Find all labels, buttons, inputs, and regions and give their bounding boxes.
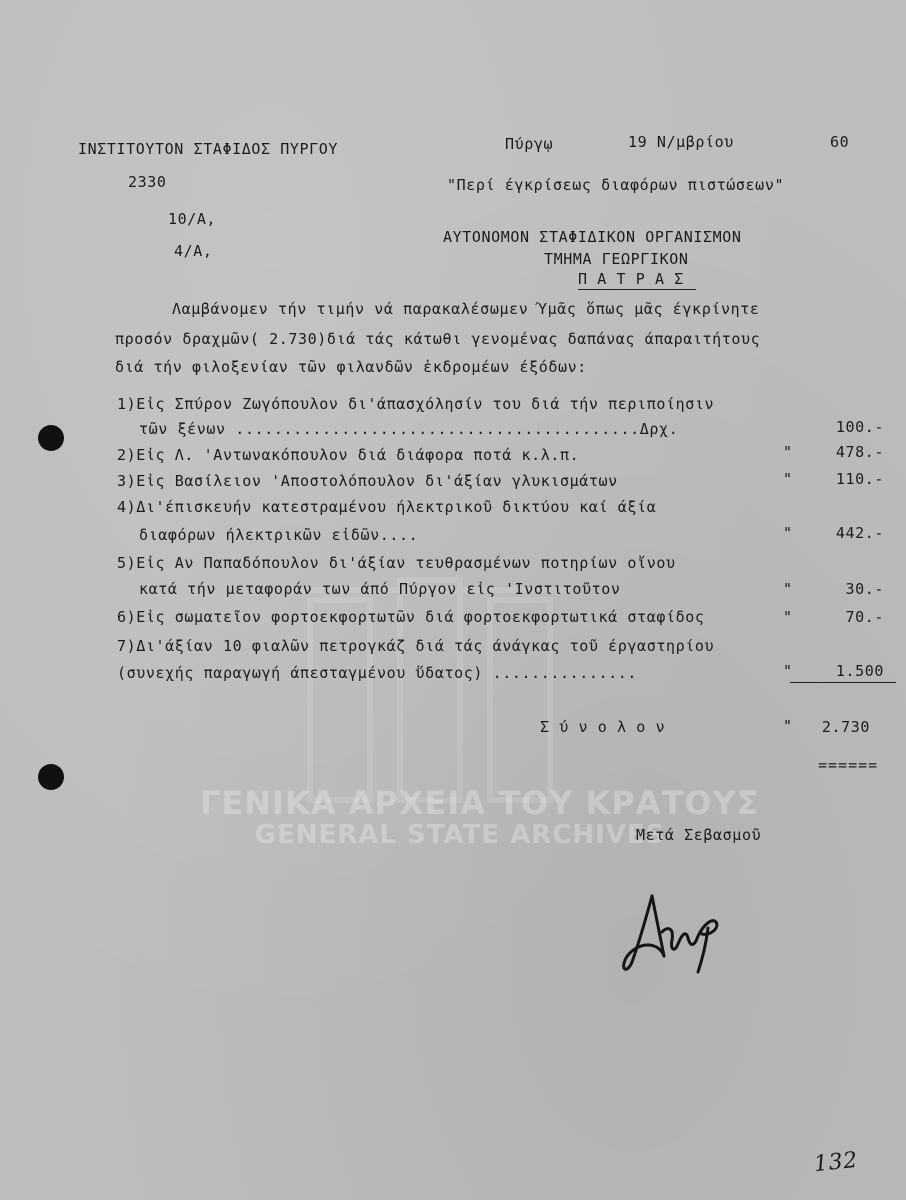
item-3-ditto: ": [783, 470, 793, 488]
punch-hole-top: [38, 425, 64, 451]
item-4-amount: 442.-: [835, 524, 884, 542]
recipient-city-underline: [578, 289, 696, 290]
item-2-amount: 478.-: [835, 443, 884, 461]
reference-1: 10/A,: [168, 210, 217, 228]
recipient-department: ΤΜΗΜΑ ΓΕΩΡΓΙΚΟΝ: [544, 250, 689, 268]
item-6-ditto: ": [783, 608, 793, 626]
intro-line-2: προσόν δραχμῶν( 2.730)διά τάς κάτωθι γενομένας δαπάνας άπαραιτήτους: [115, 330, 761, 348]
recipient-organization: ΑΥΤΟΝΟΜΟΝ ΣΤΑΦΙΔΙΚΟΝ ΟΡΓΑΝΙΣΜΟΝ: [443, 228, 742, 246]
archive-seal-watermark: [250, 560, 610, 820]
item-7-amount: 1.500: [835, 662, 884, 680]
year: 60: [830, 133, 850, 151]
total-label: Σ ύ ν ο λ ο ν: [540, 718, 666, 736]
item-4-line-2: διαφόρων ήλεκτρικῶν εἰδῶν....: [139, 526, 419, 544]
institute-name: ΙΝΣΤΙΤΟΥΤΟΝ ΣΤΑΦΙΔΟΣ ΠΥΡΓΟΥ: [78, 140, 339, 158]
signature: [612, 888, 732, 978]
item-3-line-1: 3)Εἰς Βασίλειον 'Αποστολόπουλον δι'άξίαν γλυκισμάτων: [117, 472, 618, 490]
item-2-ditto: ": [783, 443, 793, 461]
item-5-amount: 30.-: [845, 580, 884, 598]
item-1-line-1: 1)Εἰς Σπύρον Ζωγόπουλον δι'άπασχόλησίν του διά τήν περιποίησιν: [117, 395, 715, 413]
subtotal-underline: [790, 682, 896, 683]
item-7-ditto: ": [783, 662, 793, 680]
date: 19 Ν/μβρίου: [628, 133, 734, 151]
item-5-line-1: 5)Εἰς Αν Παπαδόπουλον δι'άξίαν τευθρασμένων ποτηρίων οἴνου: [117, 554, 676, 572]
item-7-line-1: 7)Δι'άξίαν 10 φιαλῶν πετρογκάζ διά τάς άνάγκας τοῦ έργαστηρίου: [117, 637, 715, 655]
item-1-amount: 100.-: [835, 418, 884, 436]
item-2-line-1: 2)Εἰς Λ. 'Αντωνακόπουλον διά διάφορα ποτά κ.λ.π.: [117, 446, 580, 464]
subject: "Περί έγκρίσεως διαφόρων πιστώσεων": [447, 176, 785, 194]
protocol-number: 2330: [128, 173, 167, 191]
intro-line-3: διά τήν φιλοξενίαν τῶν φιλανδῶν ἐκδρομέων έξόδων:: [115, 358, 587, 376]
item-5-ditto: ": [783, 580, 793, 598]
intro-line-1: Λαμβάνομεν τήν τιμήν νά παρακαλέσωμεν Ύμᾶς ὅπως μᾶς έγκρίνητε: [172, 300, 760, 318]
page-number: 132: [812, 1147, 859, 1178]
punch-hole-bottom: [38, 764, 64, 790]
watermark-greek: ΓΕΝΙΚΑ ΑΡΧΕΙΑ ΤΟΥ ΚΡΑΤΟΥΣ: [200, 784, 760, 822]
closing: Μετά Σεβασμοῦ: [636, 826, 762, 844]
item-1-line-2: τῶν ξένων ..........................................Δρχ.: [139, 420, 679, 438]
total-amount: 2.730: [821, 718, 870, 736]
item-3-amount: 110.-: [835, 470, 884, 488]
total-ditto: ": [783, 717, 793, 735]
item-5-line-2: κατά τήν μεταφοράν των άπό Πύργον εἰς 'Ινστιτοῦτον: [139, 580, 621, 598]
reference-2: 4/A,: [174, 242, 213, 260]
watermark-english: GENERAL STATE ARCHIVES: [254, 820, 666, 850]
item-4-ditto: ": [783, 524, 793, 542]
recipient-city: Π Α Τ Ρ Α Σ: [578, 270, 684, 288]
place: Πύργῳ: [505, 135, 554, 153]
item-6-line-1: 6)Εἰς σωματεῖον φορτοεκφορτωτῶν διά φορτοεκφορτωτικά σταφίδος: [117, 608, 705, 626]
item-6-amount: 70.-: [845, 608, 884, 626]
item-7-line-2: (συνεχής παραγωγή άπεσταγμένου ὕδατος) ...............: [117, 664, 638, 682]
item-4-line-1: 4)Δι'έπισκευήν κατεστραμένου ήλεκτρικοῦ δικτύου καί άξία: [117, 498, 657, 516]
total-double-rule: ======: [818, 756, 879, 774]
